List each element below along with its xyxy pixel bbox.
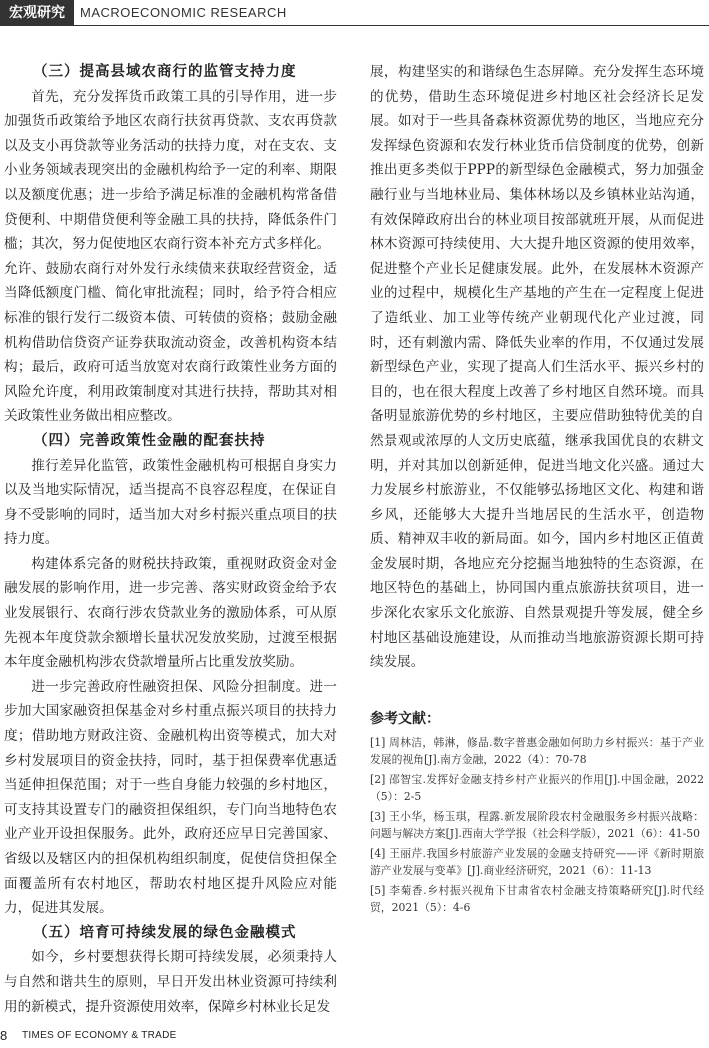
paragraph: 推行差异化监管，政策性金融机构可根据自身实力以及当地实际情况，适当提高不良容忍程度，在保证自身不受影响的同时，适当加大对乡村振兴重点项目的扶持力度。 <box>4 457 337 548</box>
section-label-cn: 宏观研究 <box>0 0 74 26</box>
references <box>370 708 704 919</box>
section-label-en: MACROECONOMIC RESEARCH <box>80 5 287 20</box>
reference-item: [3] 王小华，杨玉琪，程露.新发展阶段农村金融服务乡村振兴战略：问题与解决方案[J].西南大学学报（社会科学版），2021（6）：41-50 <box>370 810 704 840</box>
heading-3: （三）提高县域农商行的监管支持力度 <box>33 63 297 80</box>
right-column <box>370 60 704 675</box>
reference-item: [4] 王丽芹.我国乡村旅游产业发展的金融支持研究——评《新时期旅游产业发展与变革》[J].商业经济研究，2021（6）：11-13 <box>370 847 704 877</box>
heading-4: （四）完善政策性金融的配套扶持 <box>33 431 266 449</box>
paragraph: 构建体系完备的财税扶持政策，重视财政资金对金融发展的影响作用，进一步完善、落实财政资金给予农业发展银行、农商行涉农贷款业务的激励体系，可从原先视本年度贷款余额增长量状况发放奖励，过渡至根据本年度金融机构涉农贷款增量所占比重发放奖励。 <box>4 555 337 671</box>
header-rule <box>0 25 709 26</box>
reference-item: [1] 周林洁，韩淋，修晶.数字普惠金融如何助力乡村振兴：基于产业发展的视角[J].南方金融，2022（4）：70-78 <box>370 736 704 766</box>
page-footer <box>0 1026 709 1046</box>
paragraph: 进一步完善政府性融资担保、风险分担制度。进一步加大国家融资担保基金对乡村重点振兴项目的扶持力度；借助地方财政注资、金融机构出资等模式，加大对乡村发展项目的资金扶持，同时，基于担保费率优惠适当延伸担保范围；对于一些自身能力较强的乡村地区，可支持其设置专门的融资担保组织，专门向当地特色农业产业开设担保服务。此外，政府还应早日完善国家、省级以及辖区内的担保机构组织制度，促使信贷担保全面覆盖所有农村地区，帮助农村地区提升风险应对能力，促进其发展。 <box>4 678 337 917</box>
heading-5: （五）培育可持续发展的绿色金融模式 <box>33 923 297 941</box>
references-title: 参考文献： <box>370 711 440 727</box>
page-header <box>0 0 709 26</box>
paragraph: 如今，乡村要想获得长期可持续发展，必须秉持人与自然和谐共生的原则，早日开发出林业资源可持续利用的新模式，提升资源使用效率，保障乡村林业长足发 <box>4 949 337 1015</box>
left-column <box>4 60 337 1019</box>
reference-item: [5] 李菊香.乡村振兴视角下甘肃省农村金融支持策略研究[J].时代经贸，2021（5）：4-6 <box>370 884 704 914</box>
page-number: 8 <box>0 1028 8 1043</box>
reference-item: [2] 邵智宝.发挥好金融支持乡村产业振兴的作用[J].中国金融，2022（5）：2-5 <box>370 773 704 803</box>
paragraph: 首先，充分发挥货币政策工具的引导作用，进一步加强货币政策给予地区农商行扶贫再贷款、支农再贷款以及支小再贷款等业务活动的扶持力度，对在支农、支小业务领域表现突出的金融机构给予一定的利率、期限以及额度优惠；进一步给予满足标准的金融机构常备借贷便利、中期借贷便利等金融工具的扶持，降低条件门槛；其次，努力促使地区农商行资本补充方式多样化。 <box>4 88 337 253</box>
paragraph: 允许、鼓励农商行对外发行永续债来获取经营资金，适当降低额度门槛、简化审批流程；同时，给予符合相应标准的银行发行二级资本债、可转债的资格；鼓励金融机构借助信贷资产证券获取流动资金，改善机构资本结构；最后，政府可适当放宽对农商行政策性业务方面的风险允许度，利用政策制度对其进行扶持，帮助其对相关政策性业务做出相应整改。 <box>4 260 337 425</box>
journal-name: TIMES OF ECONOMY & TRADE <box>22 1030 177 1041</box>
paragraph: 展，构建坚实的和谐绿色生态屏障。充分发挥生态环境的优势，借助生态环境促进乡村地区社会经济长足发展。如对于一些具备森林资源优势的地区，当地应充分发挥绿色资源和农发行林业货币信贷制度的优势，创新推出更多类似于PPP的新型绿色金融模式，努力加强金融行业与当地林业局、集体林场以及乡镇林业站沟通，有效保障政府出台的林业项目按部就班开展，从而促进林木资源可持续使用、大大提升地区资源的使用效率，促进整个产业长足健康发展。此外，在发展林木资源产业的过程中，规模化生产基地的产生在一定程度上促进了造纸业、加工业等传统产业朝现代化产业过渡，同时，还有刺激内需、降低失业率的作用，不仅通过发展新型绿色产业，实现了提高人们生活水平、振兴乡村的目的，也在很大程度上改善了乡村地区自然环境。而具备明显旅游优势的乡村地区，主要应借助独特优美的自然景观或浓厚的人文历史底蕴，继承我国优良的农耕文明，并对其加以创新延伸，促进当地文化兴盛。通过大力发展乡村旅游业，不仅能够弘扬地区文化、构建和谐乡风，还能够大大提升当地居民的生活水平，创造物质、精神双丰收的新局面。如今，国内乡村地区正值黄金发展时期，各地应充分挖掘当地独特的生态资源，在地区特色的基础上，协同国内重点旅游扶贫项目，进一步深化农家乐文化旅游、自然景观提升等发展，健全乡村地区基础设施建设，从而推动当地旅游资源长期可持续发展。 <box>370 64 704 671</box>
